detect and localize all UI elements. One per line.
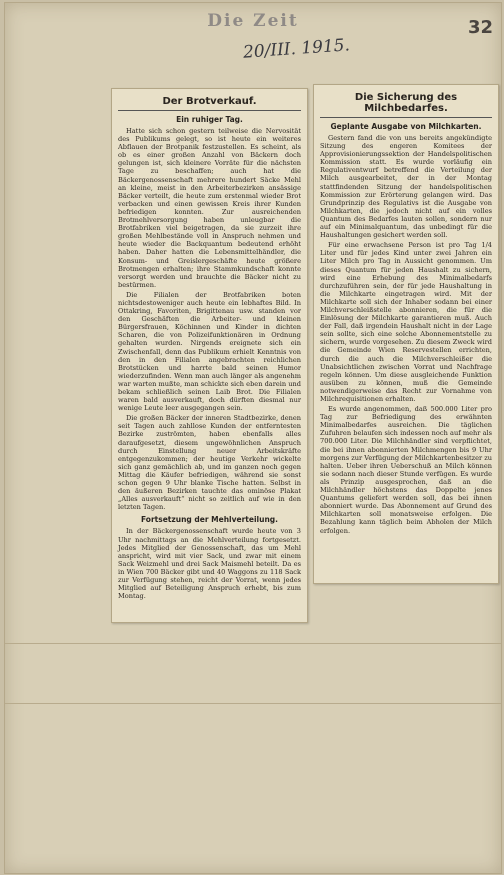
clipping-milchbedarf — [313, 84, 499, 584]
headline-brotverkauf: Der Brotverkauf. — [118, 96, 301, 111]
paragraph: Hatte sich schon gestern teilweise die Nervosität des Publikums gelegt, so ist heute ein weiteres Abflauen der Brotpanik festzustellen. Es scheint, als ob es einer großen Anzahl von Bäckern doch gelungen ist, sich kleinere Vorräte für die nächsten Tage zu beschaffen; auch hat die Bäckergenossenschaft mehrere hundert Säcke Mehl an kleine, meist in den Arbeiterbezirken ansässige Bäcker verteilt, die heute zum erstenmal wieder Brot verbacken und einen gewissen Kreis ihrer Kunden befriedigen konnten. Zur ausreichenden Brotmehlversorgung haben unleugbar die Brotfabriken viel beigetragen, da sie zurzeit ihre großen Mehlbestände voll in Anspruch nehmen und heute wieder die Backquantum bedeutend erhöht haben. Daher hatten die Lebensmittelhändler, die Konsum- und Greislergeschäfte heute größere Brotmengen erhalten; ihre Stammkundschaft konnte versorgt werden und brauchte die Bäcker nicht zu bestürmen. — [118, 127, 301, 289]
subhead-mehlverteilung: Fortsetzung der Mehlverteilung. — [140, 515, 279, 525]
paragraph: Es wurde angenommen, daß 500.000 Liter pro Tag zur Befriedigung des erwähnten Minimalbedarfes ausreichen. Die täglichen Zufuhren belaufen sich indessen noch auf mehr als 700.000 Liter. Die Milchhändler sind verpflichtet, die bei ihnen abonnierten Milchmengen bis 9 Uhr morgens zur Verfügung der Milchkartenbesitzer zu halten. Ueber ihren Ueberschuß an Milch können sie sodann nach dieser Stunde verfügen. Es wurde als Prinzip ausgesprochen, daß an die Milchhändler höchstens das Doppelte jenes Quantums geliefert werden soll, das bei ihnen abonniert wurde. Das Abonnement auf Grund des Milchkarten soll monatsweise erfolgen. Die Bezahlung kann täglich beim Abholen der Milch erfolgen. — [320, 405, 492, 535]
paragraph: In der Bäckergenossenschaft wurde heute von 3 Uhr nachmittags an die Mehlverteilung fortgesetzt. Jedes Mitglied der Genossenschaft, das um Mehl anspricht, wird mit vier Sack, und zwar mit einem Sack Weizmehl und drei Sack Maismehl beteilt. Da es in Wien 700 Bäcker gibt und 40 Waggons zu 118 Sack zur Verfügung stehen, reicht der Vorrat, wenn jedes Mitglied auf Beteiligung Anspruch erhebt, bis zum Montag. — [118, 527, 301, 601]
paragraph: Für eine erwachsene Person ist pro Tag 1/4 Liter und für jedes Kind unter zwei Jahren ein Liter Milch pro Tag in Aussicht genommen. Um dieses Quantum für jeden Haushalt zu sichern, wird eine Erhebung des Minimalbedarfs durchzuführen sein, der für jede Haushaltung in die Milchkarte eingetragen wird. Mit der Milchkarte soll sich der Inhaber sodann bei einer Milchverschleißstelle abonnieren, die für die Einlösung der Milchkarte garantieren muß. Auch der Fall, daß irgendein Haushalt nicht in der Lage sein sollte, sich eine solche Abonnementstelle zu sichern, wurde vorgesehen. Zu diesem Zweck wird die Gemeinde Wien Reservestellen errichten, durch die auch die Milchverschleißer die Unabsichtlichen zwischen Vorrat und Nachfrage regeln können. Um diese ausgleichende Funktion ausüben zu können, muß die Gemeinde notwendigerweise das Recht zur Vornahme von Milchrequisitionen erhalten. — [320, 241, 492, 403]
clipping-brotverkauf — [111, 88, 308, 623]
subhead-ruhiger-tag: Ein ruhiger Tag. — [176, 115, 243, 124]
newspaper-title: Die Zeit — [207, 11, 299, 31]
subhead-milchkarten: Geplante Ausgabe von Milchkarten. — [330, 122, 482, 131]
paragraph: Gestern fand die von uns bereits angekündigte Sitzung des engeren Komitees der Approvisionierungssektion der Handelspolitischen Kommission statt. Es wurde vorläufig ein Regulativentwurf betreffend die Verteilung der Milch ausgearbeitet, der in der Montag stattfindenden Sitzung der handelspolitischen Kommission zur Erörterung gelangen wird. Das Grundprinzip des Regulativs ist die Ausgabe von Milchkarten, die jedoch nicht auf ein volles Quantum des Bedarfes lauten sollen, sondern nur auf ein Minimalquantum, das unbedingt für die Haushaltungen gesichert werden soll. — [320, 134, 492, 240]
paper-fold-line — [5, 643, 501, 644]
paper-fold-line — [5, 703, 501, 704]
headline-milchbedarf: Die Sicherung des Milchbedarfes. — [320, 92, 492, 118]
archive-sheet — [4, 2, 502, 874]
paragraph: Die großen Bäcker der inneren Stadtbezirke, denen seit Tagen auch zahllose Kunden der entferntesten Bezirke zuströmten, haben ebenfalls alles daraufgesetzt, diesem ungewöhnlichen Anspruch durch Einstellung neuer Arbeitskräfte entgegenzukommen; der heutige Verkehr wickelte sich ganz gemächlich ab, und im ganzen noch gegen Mittag die Käufer befriedigen, während sie sonst schon gegen 9 Uhr blanke Tische hatten. Selbst in den äußeren Bezirken tauchte das ominöse Plakat „Alles ausverkauft“ nicht so zeitlich auf wie in den letzten Tagen. — [118, 414, 301, 512]
handwritten-date: 20/III. 1915. — [242, 35, 351, 63]
page-number: 32 — [467, 17, 493, 38]
paragraph: Die Filialen der Brotfabriken boten nichtsdestoweniger auch heute ein lebhaftes Bild. In Ottakring, Favoriten, Brigittenau usw. standen vor den Geschäften die Arbeiter- und kleinen Bürgersfrauen, Köchinnen und Kinder in dichten Scharen, die von Polizeifunktionären in Ordnung gehalten wurden. Nirgends ereignete sich ein Zwischenfall, denn das Publikum erhielt Kenntnis von den in den Filialen angebrachten reichlichen Brotstücken und harrte bald seinen Humor wiederzufinden. Wenn man auch länger als angenehm war warten mußte, man schickte sich eben darein und bekam schließlich seinen Laib Brot. Die Filialen waren bald ausverkauft, doch dürften diesmal nur wenige Leute leer ausgegangen sein. — [118, 290, 301, 413]
